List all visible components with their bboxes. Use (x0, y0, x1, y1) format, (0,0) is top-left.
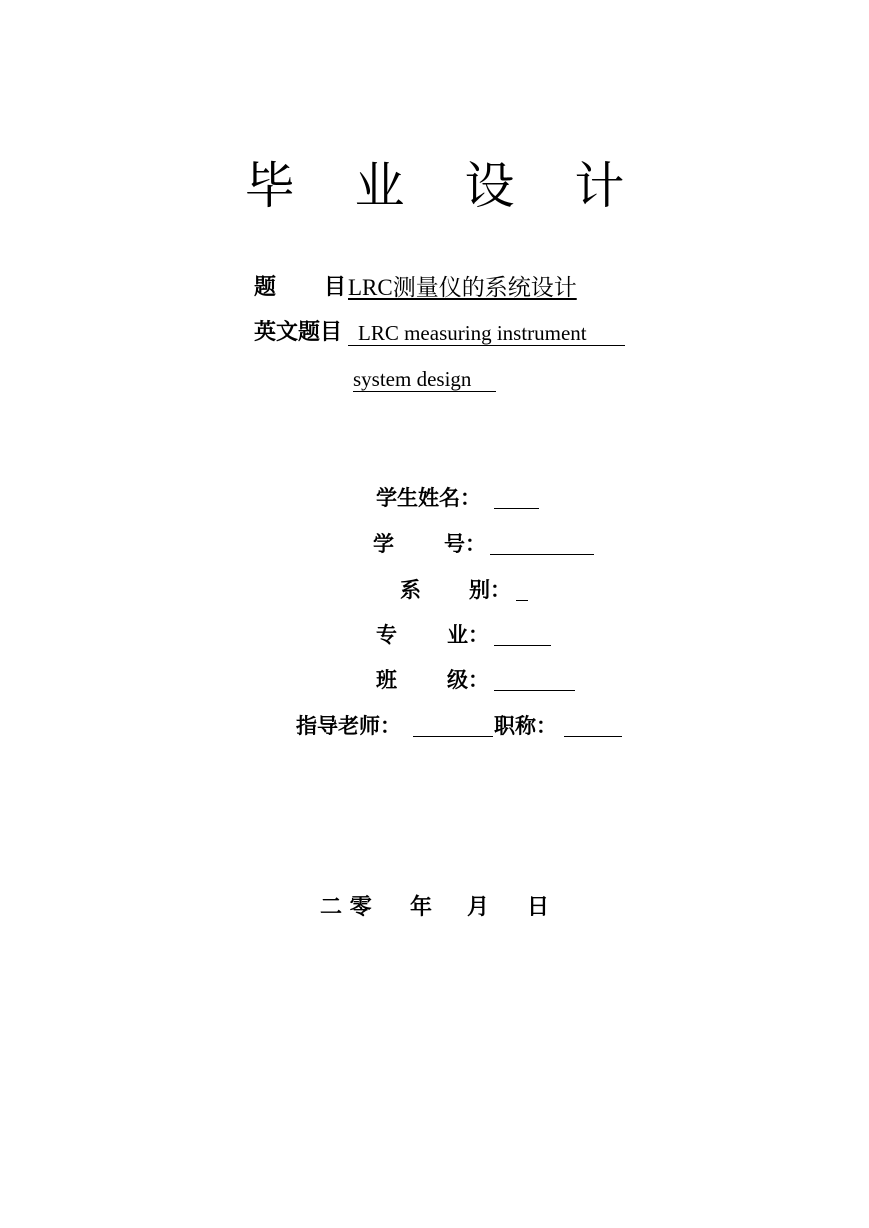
student-id-label-xue: 学 (373, 532, 394, 556)
student-id-label: 号： (444, 532, 486, 556)
english-title-label: 英文题目 (254, 320, 343, 345)
student-name-label: 学生姓名： (376, 486, 481, 510)
student-id-blank (490, 532, 594, 559)
thesis-main-title: 毕 业 设 计 (244, 157, 647, 215)
advisor-blank (413, 714, 493, 741)
title-rank-label: 职称： (494, 714, 557, 738)
major-label-zhuan: 专 (376, 623, 397, 647)
date-day-label: 日 (527, 895, 550, 920)
date-year-prefix: 二 零 (320, 895, 372, 920)
class-label-ban: 班 (376, 668, 397, 692)
date-year-label: 年 (410, 895, 433, 920)
class-label: 级： (447, 668, 489, 692)
major-blank (494, 623, 551, 650)
department-label-xi: 系 (400, 578, 421, 602)
class-blank (494, 668, 575, 695)
thesis-title-value: LRC测量仪的系统设计 (348, 275, 577, 300)
advisor-label: 指导老师： (296, 714, 401, 738)
department-label: 别： (469, 578, 511, 602)
major-label: 业： (447, 623, 489, 647)
department-blank (516, 578, 528, 605)
english-title-line1: LRC measuring instrument (348, 318, 625, 346)
title-label-ti: 题 (254, 275, 277, 300)
student-name-blank (494, 486, 539, 513)
title-rank-blank (564, 714, 622, 741)
english-title-line2: system design (353, 364, 496, 392)
date-month-label: 月 (467, 895, 490, 920)
title-label-mu: 目 (324, 275, 347, 300)
